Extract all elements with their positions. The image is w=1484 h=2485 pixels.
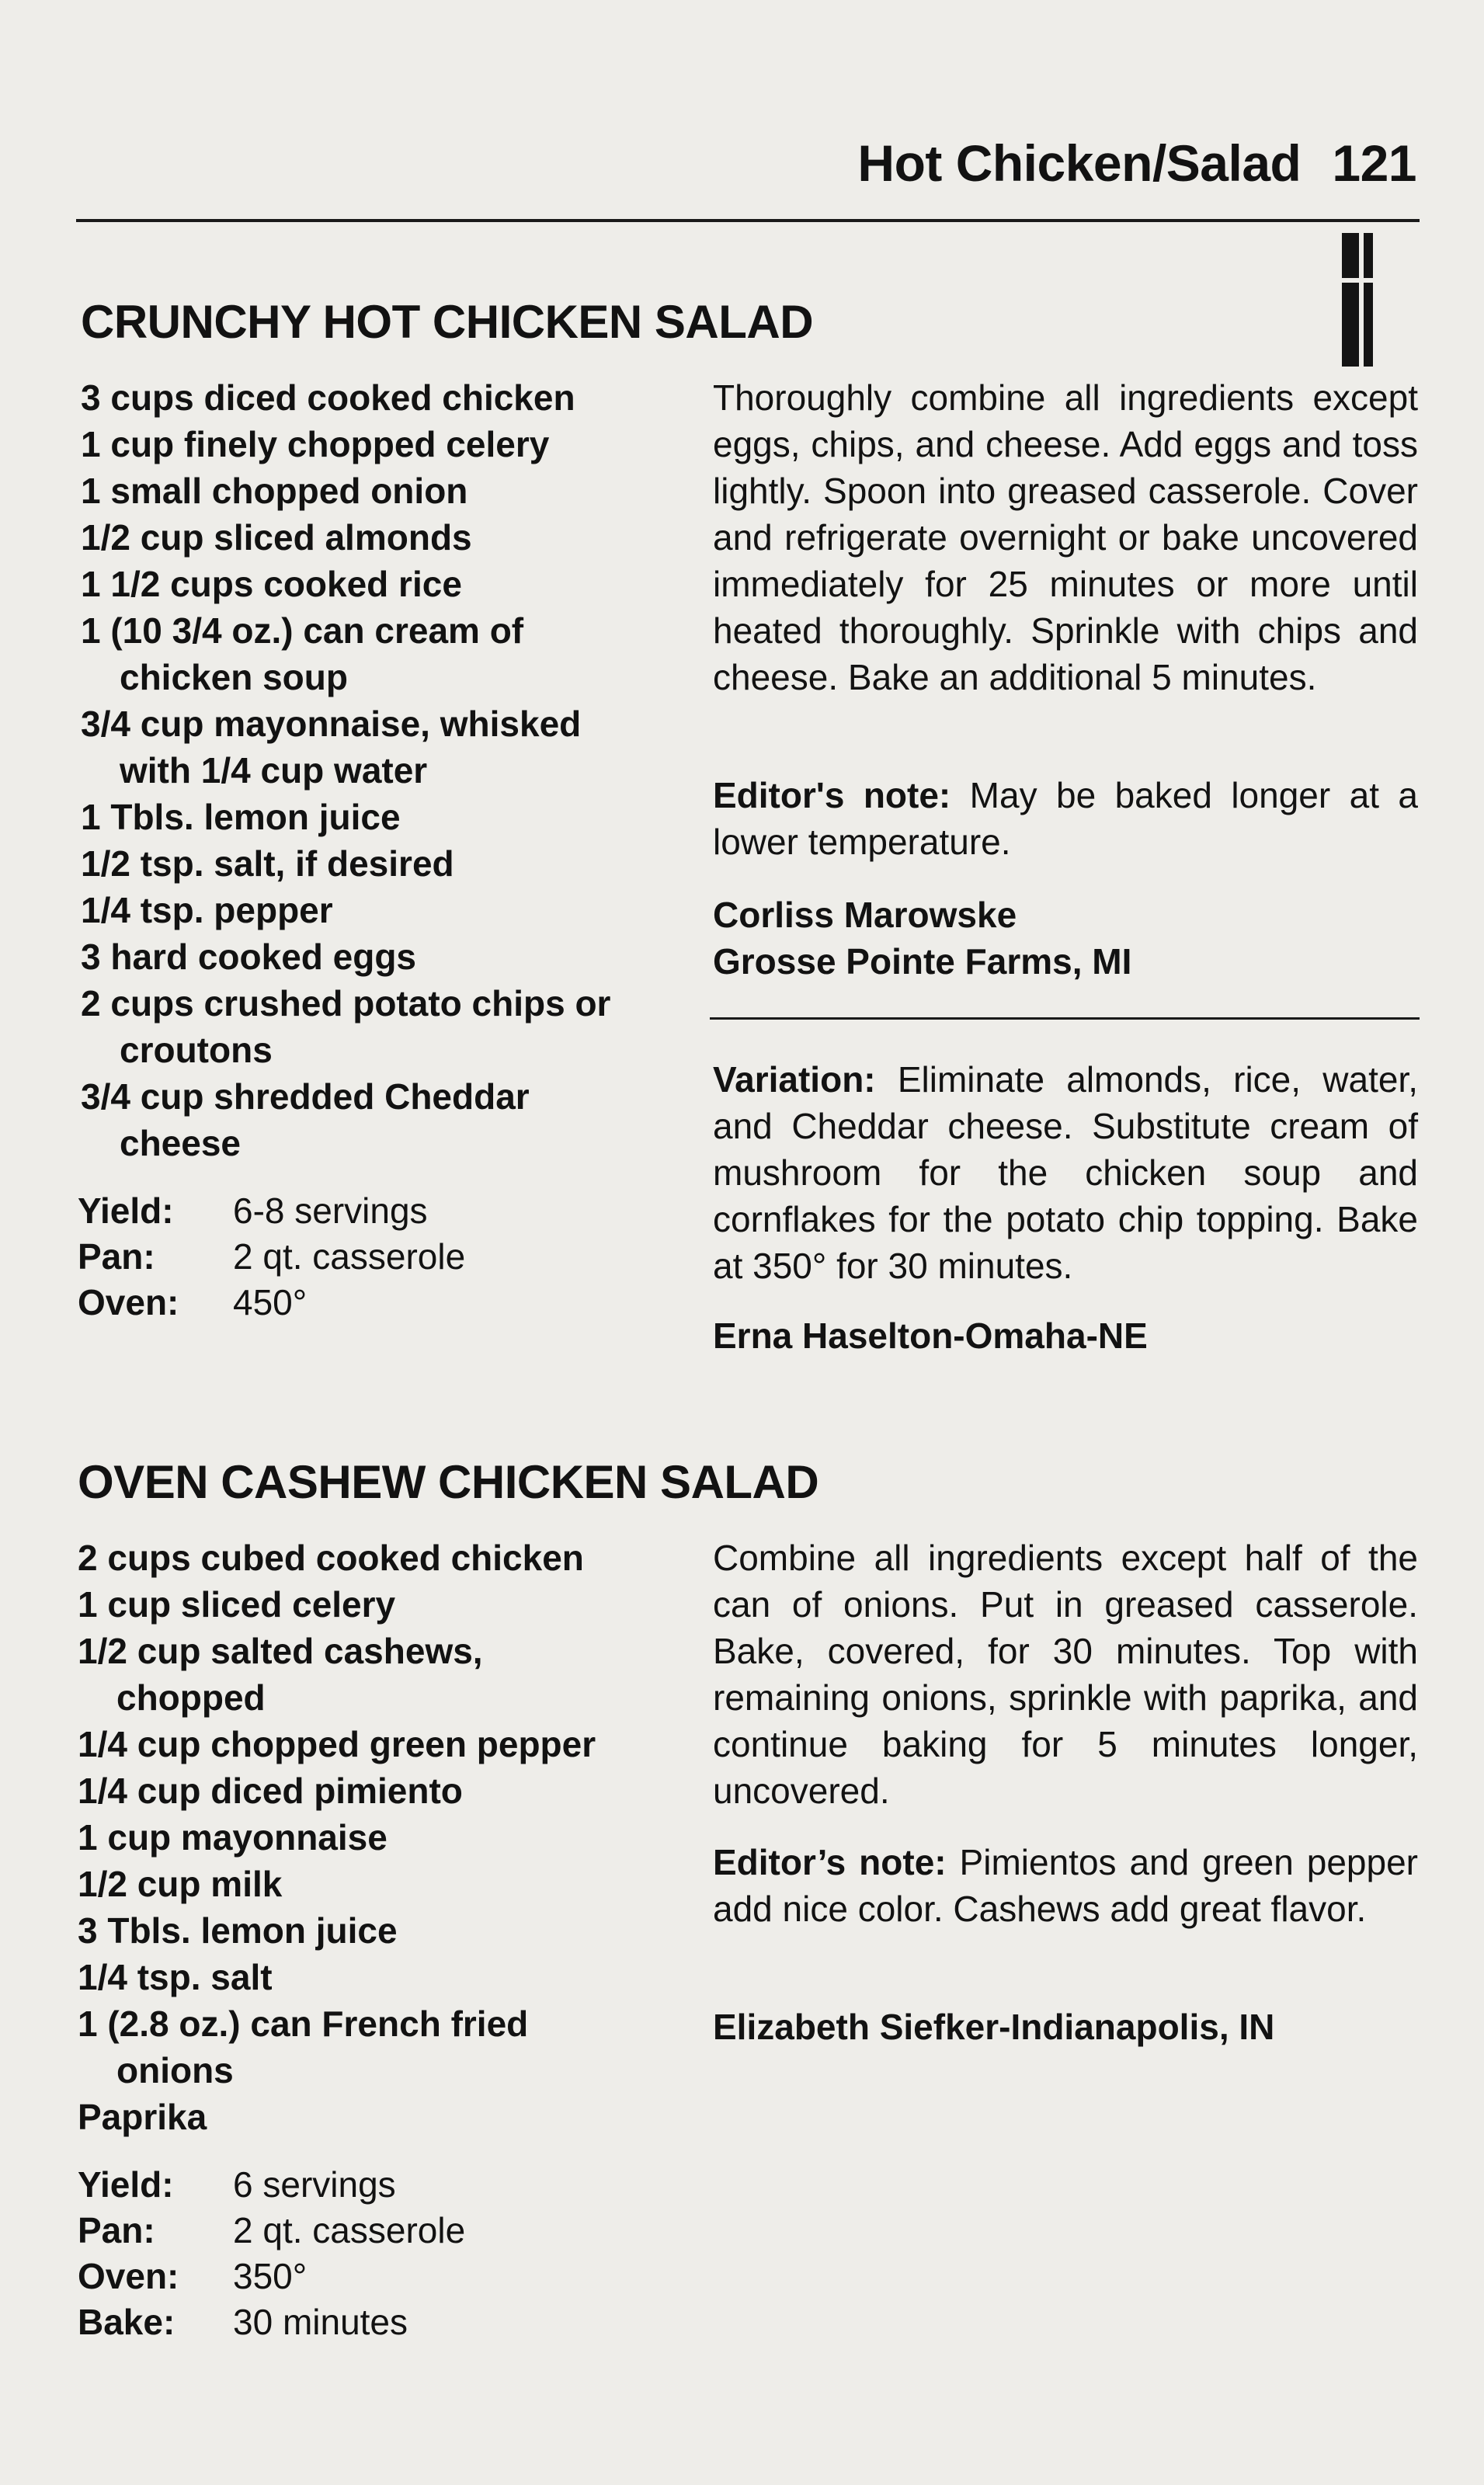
yield-value: 6-8 servings <box>233 1190 428 1231</box>
recipe1-variation <box>713 1056 1418 1289</box>
oven-label: Oven: <box>78 2256 179 2296</box>
ingredient: 2 cups cubed cooked chicken <box>78 1538 584 1578</box>
variation-label: Variation: <box>713 1059 876 1100</box>
variation-text: Eliminate almonds, rice, water, and Cheddar cheese. Substitute cream of mushroom for the chicken soup and cornflakes for the potato chip topping. Bake at 350° for 30 minutes. <box>713 1059 1418 1286</box>
ingredient: 3 hard cooked eggs <box>81 937 417 977</box>
ingredient: 1/4 cup chopped green pepper <box>78 1724 596 1764</box>
header-rule <box>76 219 1420 222</box>
ingredient: 1 cup finely chopped celery <box>81 424 550 464</box>
recipe1-ingredient-list <box>81 374 624 1166</box>
ingredient: 1/2 cup sliced almonds <box>81 517 472 558</box>
recipe1-directions: Thoroughly combine all ingredients except eggs, chips, and cheese. Add eggs and toss lightly. Spoon into greased casserole. Cover and refrigerate overnight or bake uncovered immediately for 25 minutes or more until heated thoroughly. Sprinkle with chips and cheese. Bake an additional 5 minutes. <box>713 377 1418 697</box>
ingredient: 1 (10 3/4 oz.) can cream of chicken soup <box>81 610 524 697</box>
recipe2-editor-note <box>713 1839 1418 1932</box>
pan-label: Pan: <box>78 2210 155 2250</box>
ingredient: 1 cup mayonnaise <box>78 1817 388 1858</box>
yield-value: 6 servings <box>233 2164 396 2205</box>
editor-note-text: Pimientos and green pepper add nice color. Cashews add great flavor. <box>713 1842 1418 1929</box>
ingredient: 1 cup sliced celery <box>78 1584 396 1625</box>
bake-value: 30 minutes <box>233 2302 408 2342</box>
yield-label: Yield: <box>78 2164 174 2205</box>
ingredient: Paprika <box>78 2097 207 2137</box>
yield-label: Yield: <box>78 1190 174 1231</box>
bake-label: Bake: <box>78 2302 176 2342</box>
ingredient: 1/4 cup diced pimiento <box>78 1771 463 1811</box>
recipe2-contributor: Elizabeth Siefker-Indianapolis, IN <box>713 2007 1275 2047</box>
recipe2-meta <box>78 2164 465 2347</box>
ingredient: 1/2 cup milk <box>78 1864 283 1904</box>
ingredient: 2 cups crushed potato chips or croutons <box>81 983 611 1070</box>
recipe1-variation-contributor: Erna Haselton-Omaha-NE <box>713 1315 1148 1356</box>
recipe1-title: CRUNCHY HOT CHICKEN SALAD <box>81 296 814 348</box>
running-title: Hot Chicken/Salad <box>857 134 1302 192</box>
oven-value: 350° <box>233 2256 308 2296</box>
ingredient: 1 Tbls. lemon juice <box>81 797 401 837</box>
pan-value: 2 qt. casserole <box>233 1236 466 1277</box>
ingredient: 3 Tbls. lemon juice <box>78 1910 398 1951</box>
oven-label: Oven: <box>78 1282 179 1322</box>
recipe2-ingredient-list <box>78 1534 621 2140</box>
ingredient: 3/4 cup shredded Cheddar cheese <box>81 1076 530 1163</box>
ingredient: 1 (2.8 oz.) can French fried onions <box>78 2004 529 2091</box>
running-header <box>78 134 1416 193</box>
variation-rule <box>710 1017 1420 1020</box>
pan-label: Pan: <box>78 1236 155 1277</box>
editor-note-label: Editor’s note: <box>713 1842 947 1882</box>
ingredient: 3/4 cup mayonnaise, whisked with 1/4 cup water <box>81 704 582 791</box>
ingredient: 1/2 cup salted cashews, chopped <box>78 1631 483 1718</box>
editor-note-text: May be baked longer at a lower temperature. <box>713 775 1418 862</box>
section-tab-marker <box>1342 233 1373 367</box>
recipe2-directions: Combine all ingredients except half of the can of onions. Put in greased casserole. Bake, covered, for 30 minutes. Top with remaining onions, sprinkle with paprika, and continue baking for 5 minutes longer, uncovered. <box>713 1538 1418 1811</box>
editor-note-label: Editor's note: <box>713 775 951 815</box>
recipe1-contributor-name: Corliss Marowske <box>713 895 1017 935</box>
oven-value: 450° <box>233 1282 308 1322</box>
ingredient: 1 1/2 cups cooked rice <box>81 564 462 604</box>
ingredient: 1/4 tsp. pepper <box>81 890 333 930</box>
recipe1-meta <box>78 1190 465 1327</box>
recipe1-editor-note <box>713 772 1418 865</box>
ingredient: 1 small chopped onion <box>81 471 468 511</box>
pan-value: 2 qt. casserole <box>233 2210 466 2250</box>
ingredient: 3 cups diced cooked chicken <box>81 377 575 418</box>
ingredient: 1/2 tsp. salt, if desired <box>81 843 454 884</box>
ingredient: 1/4 tsp. salt <box>78 1957 273 1997</box>
recipe2-title: OVEN CASHEW CHICKEN SALAD <box>78 1456 819 1508</box>
recipe1-contributor-place: Grosse Pointe Farms, MI <box>713 941 1132 982</box>
page-number: 121 <box>1332 134 1416 192</box>
